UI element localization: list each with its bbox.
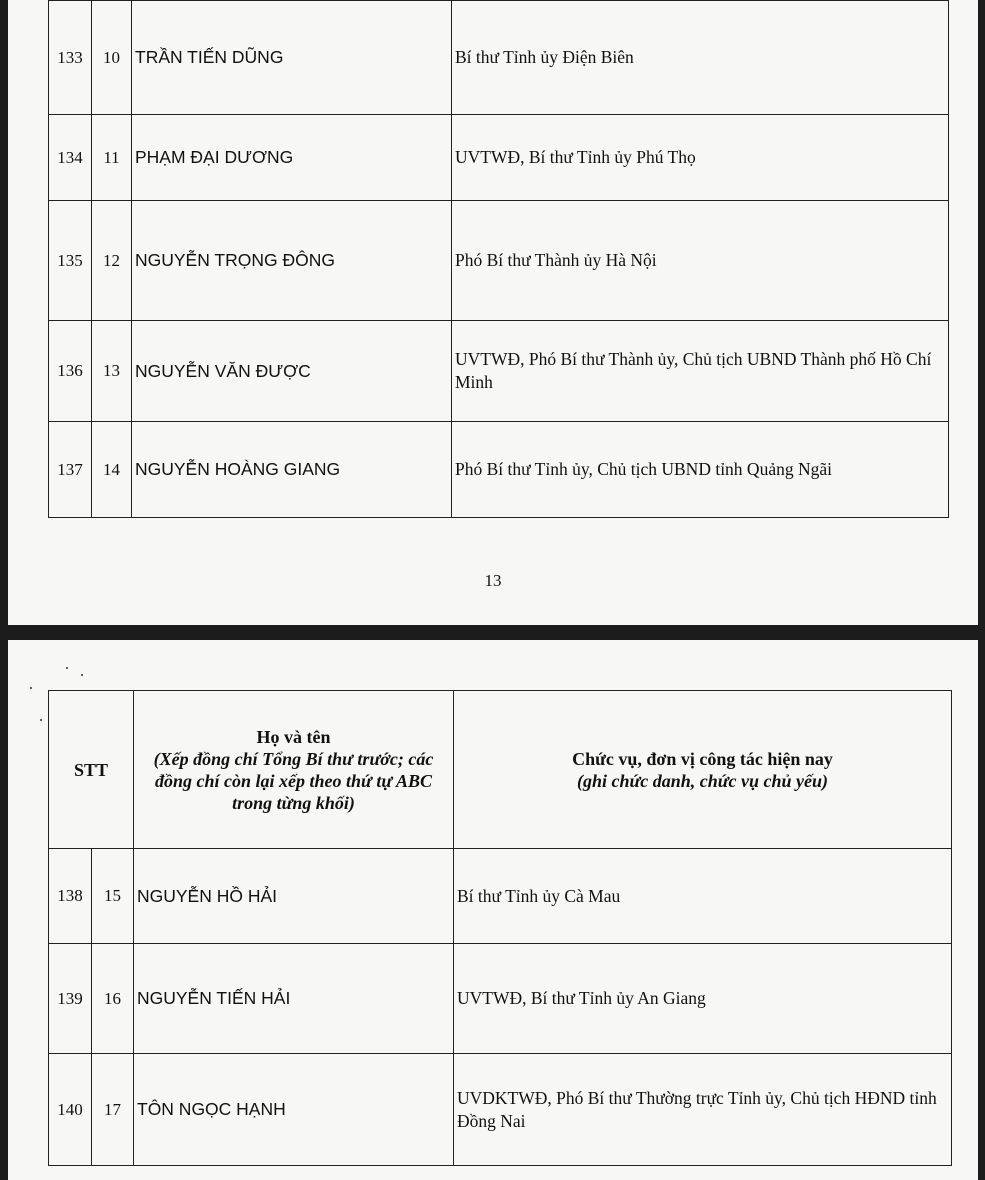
table-row [49, 849, 952, 944]
stt-cell: 139 [49, 944, 92, 1054]
name-cell: NGUYỄN TIẾN HẢI [134, 944, 454, 1054]
name-cell: NGUYỄN TRỌNG ĐÔNG [132, 201, 452, 321]
name-cell: TRẦN TIẾN DŨNG [132, 1, 452, 115]
sub-index-cell: 11 [92, 115, 132, 201]
sub-index-cell: 17 [92, 1054, 134, 1166]
name-cell: NGUYỄN HOÀNG GIANG [132, 422, 452, 518]
stt-header-label: STT [73, 759, 109, 780]
page-number: 13 [484, 571, 502, 590]
sub-index-cell: 10 [92, 1, 132, 115]
sub-index-cell: 12 [92, 201, 132, 321]
name-header-note: (Xếp đồng chí Tổng Bí thư trước; các đồng chí còn lại xếp theo thứ tự ABC trong từng khối) [153, 748, 434, 813]
table-row [49, 1, 949, 115]
stt-cell: 135 [49, 201, 92, 321]
name-header [134, 691, 454, 849]
position-cell: UVDKTWĐ, Phó Bí thư Thường trực Tỉnh ủy, Chủ tịch HĐND tỉnh Đồng Nai [454, 1054, 952, 1166]
table-row [49, 115, 949, 201]
name-cell: NGUYỄN VĂN ĐƯỢC [132, 321, 452, 422]
table-row [49, 1054, 952, 1166]
scan-speck [81, 674, 83, 676]
position-cell: Bí thư Tỉnh ủy Cà Mau [454, 849, 952, 944]
scan-speck [66, 667, 68, 669]
table-row [49, 321, 949, 422]
sub-index-cell: 14 [92, 422, 132, 518]
stt-cell: 137 [49, 422, 92, 518]
name-cell: PHẠM ĐẠI DƯƠNG [132, 115, 452, 201]
position-header-title: Chức vụ, đơn vị công tác hiện nay [572, 748, 833, 769]
position-cell: Bí thư Tỉnh ủy Điện Biên [452, 1, 949, 115]
table-row [49, 422, 949, 518]
table-row [49, 944, 952, 1054]
position-cell: Phó Bí thư Thành ủy Hà Nội [452, 201, 949, 321]
name-cell: TÔN NGỌC HẠNH [134, 1054, 454, 1166]
name-cell: NGUYỄN HỒ HẢI [134, 849, 454, 944]
stt-cell: 134 [49, 115, 92, 201]
position-cell: UVTWĐ, Phó Bí thư Thành ủy, Chủ tịch UBND Thành phố Hồ Chí Minh [452, 321, 949, 422]
personnel-table-page-13 [48, 0, 949, 518]
sub-index-cell: 16 [92, 944, 134, 1054]
stt-cell: 136 [49, 321, 92, 422]
name-header-title: Họ và tên [256, 726, 331, 747]
scan-speck [40, 719, 42, 721]
position-header [454, 691, 952, 849]
table-row [49, 201, 949, 321]
stt-cell: 138 [49, 849, 92, 944]
personnel-table-page-14 [48, 690, 952, 1166]
position-cell: Phó Bí thư Tỉnh ủy, Chủ tịch UBND tỉnh Quảng Ngãi [452, 422, 949, 518]
document-page-14 [8, 640, 978, 1180]
position-cell: UVTWĐ, Bí thư Tỉnh ủy Phú Thọ [452, 115, 949, 201]
sub-index-cell: 15 [92, 849, 134, 944]
scan-speck [30, 687, 32, 689]
table-header-row [49, 691, 952, 849]
stt-header [49, 691, 134, 849]
position-header-note: (ghi chức danh, chức vụ chủ yếu) [576, 770, 829, 791]
sub-index-cell: 13 [92, 321, 132, 422]
stt-cell: 140 [49, 1054, 92, 1166]
position-cell: UVTWĐ, Bí thư Tỉnh ủy An Giang [454, 944, 952, 1054]
document-page-13 [8, 0, 978, 625]
stt-cell: 133 [49, 1, 92, 115]
